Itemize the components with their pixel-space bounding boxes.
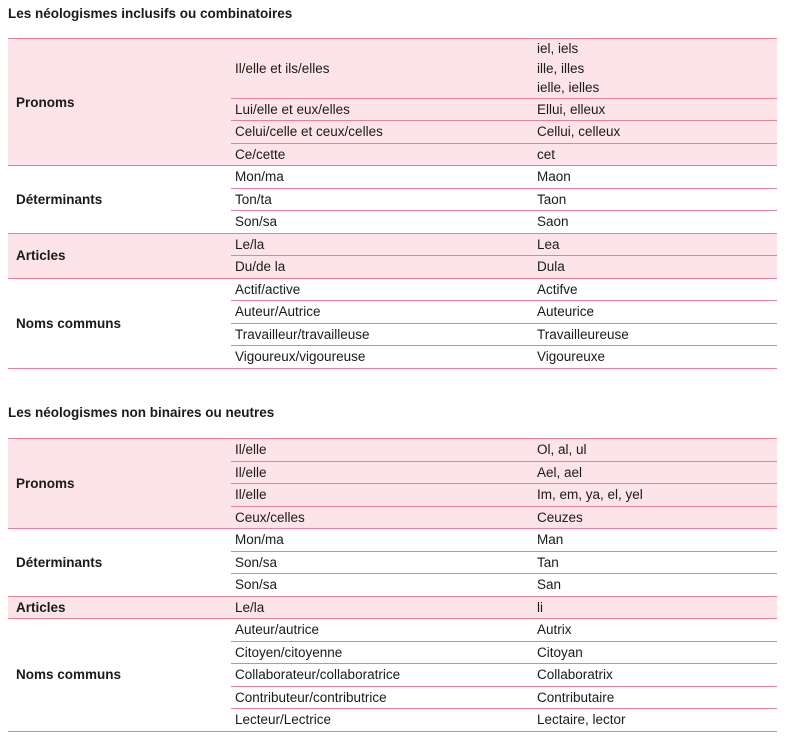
traditional-form: Du/de la	[231, 256, 533, 279]
neologism-form: Dula	[533, 256, 777, 279]
neologism-form: Auteurice	[533, 301, 777, 324]
traditional-form: Travailleur/travailleuse	[231, 323, 533, 346]
neologism-form: Tan	[533, 551, 777, 574]
traditional-form: Auteur/Autrice	[231, 301, 533, 324]
table-row	[8, 619, 777, 642]
traditional-form: Le/la	[231, 596, 533, 619]
table-row	[8, 39, 777, 99]
traditional-form: Il/elle	[231, 439, 533, 462]
neologism-form: Autrix	[533, 619, 777, 642]
group-pronoms	[8, 39, 777, 166]
neologism-line: ielle, ielles	[537, 80, 600, 95]
traditional-form: Vigoureux/vigoureuse	[231, 346, 533, 369]
neologism-form: Lectaire, lector	[533, 709, 777, 732]
category-label: Noms communs	[8, 278, 231, 368]
table-row	[8, 529, 777, 552]
neologism-form: Lea	[533, 233, 777, 256]
group-articles	[8, 596, 777, 619]
neologism-form: San	[533, 574, 777, 597]
neologism-form: li	[533, 596, 777, 619]
category-label: Pronoms	[8, 39, 231, 166]
traditional-form: Lecteur/Lectrice	[231, 709, 533, 732]
neologism-line: ille, illes	[537, 60, 585, 76]
category-label: Articles	[8, 596, 231, 619]
neologism-form: Travailleureuse	[533, 323, 777, 346]
neologism-form: Saon	[533, 211, 777, 234]
neologism-form: Cellui, celleux	[533, 121, 777, 144]
group-determinants	[8, 166, 777, 234]
table-row	[8, 166, 777, 189]
section-title-inclusive: Les néologismes inclusifs ou combinatoires	[8, 6, 293, 21]
category-label: Déterminants	[8, 529, 231, 597]
traditional-form: Collaborateur/collaboratrice	[231, 664, 533, 687]
group-articles	[8, 233, 777, 278]
neologism-form: Man	[533, 529, 777, 552]
group-determinants	[8, 529, 777, 597]
category-label: Articles	[8, 233, 231, 278]
traditional-form: Il/elle	[231, 461, 533, 484]
neologism-form: Taon	[533, 188, 777, 211]
traditional-form: Mon/ma	[231, 166, 533, 189]
neologism-form: Vigoureuxe	[533, 346, 777, 369]
traditional-form: Son/sa	[231, 211, 533, 234]
group-pronoms	[8, 439, 777, 529]
table-row	[8, 233, 777, 256]
traditional-form: Celui/celle et ceux/celles	[231, 121, 533, 144]
neologism-form: Collaboratrix	[533, 664, 777, 687]
table-non-binary-neologisms	[8, 438, 777, 732]
neologism-form: Im, em, ya, el, yel	[533, 484, 777, 507]
traditional-form: Ce/cette	[231, 143, 533, 166]
traditional-form: Le/la	[231, 233, 533, 256]
neologism-form: cet	[533, 143, 777, 166]
traditional-form: Son/sa	[231, 551, 533, 574]
table-row	[8, 439, 777, 462]
section-title-non-binary: Les néologismes non binaires ou neutres	[8, 405, 275, 420]
neologism-form: Actifve	[533, 278, 777, 301]
table-row	[8, 278, 777, 301]
traditional-form: Auteur/autrice	[231, 619, 533, 642]
group-noms-communs	[8, 278, 777, 368]
traditional-form: Contributeur/contributrice	[231, 686, 533, 709]
category-label: Déterminants	[8, 166, 231, 234]
neologism-form: Ael, ael	[533, 461, 777, 484]
category-label: Noms communs	[8, 619, 231, 732]
group-noms-communs	[8, 619, 777, 732]
neologism-form: Ceuzes	[533, 506, 777, 529]
traditional-form: Ceux/celles	[231, 506, 533, 529]
neologism-form: Maon	[533, 166, 777, 189]
traditional-form: Mon/ma	[231, 529, 533, 552]
neologism-line: iel, iels	[537, 41, 579, 56]
neologism-form	[533, 39, 777, 99]
traditional-form: Actif/active	[231, 278, 533, 301]
neologism-form: Contributaire	[533, 686, 777, 709]
traditional-form: Ton/ta	[231, 188, 533, 211]
neologism-form: Ol, al, ul	[533, 439, 777, 462]
traditional-form: Citoyen/citoyenne	[231, 641, 533, 664]
traditional-form: Son/sa	[231, 574, 533, 597]
traditional-form: Il/elle	[231, 484, 533, 507]
table-inclusive-neologisms	[8, 38, 777, 369]
neologism-form: Citoyan	[533, 641, 777, 664]
table-row	[8, 596, 777, 619]
traditional-form: Il/elle et ils/elles	[231, 39, 533, 99]
neologism-form: Ellui, elleux	[533, 98, 777, 121]
category-label: Pronoms	[8, 439, 231, 529]
traditional-form: Lui/elle et eux/elles	[231, 98, 533, 121]
